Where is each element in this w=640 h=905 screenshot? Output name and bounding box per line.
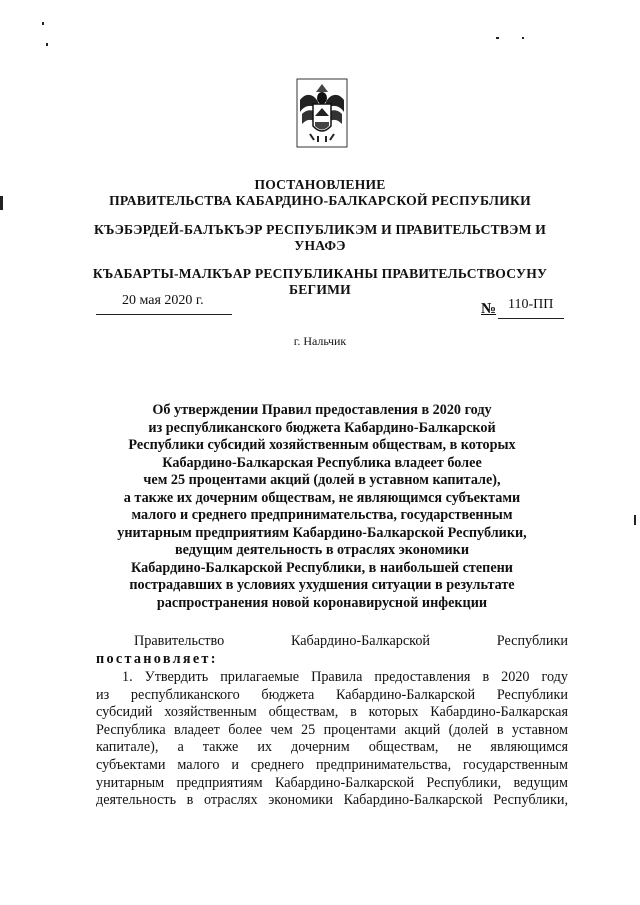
- paragraph-line: субсидий хозяйственным обществам, в которых Кабардино-Балкарская: [96, 704, 568, 721]
- title-line: малого и среднего предпринимательства, государственным: [131, 507, 513, 523]
- title-line: чем 25 процентами акций (долей в уставном капитале),: [143, 472, 501, 488]
- document-date: 20 мая 2020 г.: [122, 293, 204, 308]
- scan-mark: [634, 515, 636, 525]
- scan-mark: [496, 37, 499, 39]
- document-type-heading: ПОСТАНОВЛЕНИЕ: [254, 177, 386, 192]
- title-line: из республиканского бюджета Кабардино-Балкарской: [148, 419, 496, 436]
- title-line: Об утверждении Правил предоставления в 2020 году: [152, 402, 492, 418]
- paragraph-1: [96, 669, 568, 810]
- issuer-balkar-line1: КЪАБАРТЫ-МАЛКЪАР РЕСПУБЛИКАНЫ ПРАВИТЕЛЬСТВОСУНУ: [92, 266, 548, 281]
- preamble-word: Республики: [496, 633, 568, 649]
- title-line: ведущим деятельность в отраслях экономики: [174, 542, 470, 558]
- scan-mark: [522, 37, 524, 39]
- preamble-line: [96, 633, 568, 651]
- preamble: [96, 633, 568, 668]
- issuer-kabardian-line1: КЪЭБЭРДЕЙ-БАЛЪКЪЭР РЕСПУБЛИКЭМ И ПРАВИТЕЛЬСТВЭМ И: [93, 222, 547, 237]
- issuer-balkar-line2: БЕГИМИ: [289, 282, 351, 297]
- scan-mark: [46, 43, 48, 46]
- paragraph-line: деятельность в отраслях экономики Кабардино-Балкарской Республики,: [96, 792, 568, 809]
- document-title: [96, 402, 548, 612]
- paragraph-line: унитарным предприятиям Кабардино-Балкарской Республики, ведущим: [96, 774, 568, 791]
- document-number: 110-ПП: [508, 297, 554, 312]
- preamble-word: Правительство: [134, 633, 225, 649]
- title-line: распространения новой коронавирусной инфекции: [156, 594, 488, 611]
- number-underline: [498, 318, 564, 319]
- paragraph-line: 1. Утвердить прилагаемые Правила предоставления в 2020 году: [122, 669, 568, 685]
- title-line: а также их дочерним обществам, не являющимся субъектами: [123, 489, 521, 506]
- title-line: Республики субсидий хозяйственным обществам, в которых: [128, 437, 516, 453]
- city-name: г. Нальчик: [293, 334, 347, 348]
- title-line: Кабардино-Балкарской Республики, в наибольшей степени: [131, 559, 513, 576]
- issuer-russian: ПРАВИТЕЛЬСТВА КАБАРДИНО-БАЛКАРСКОЙ РЕСПУБЛИКИ: [109, 193, 531, 208]
- title-line: унитарным предприятиям Кабардино-Балкарской Республики,: [117, 524, 527, 541]
- paragraph-line: субъектами малого и среднего предпринимательства, государственным: [96, 756, 568, 773]
- decree-word: постановляет:: [96, 650, 218, 667]
- paragraph-line: из республиканского бюджета Кабардино-Балкарской Республики: [96, 686, 568, 703]
- preamble-word: Кабардино-Балкарской: [290, 633, 431, 649]
- title-line: пострадавших в условиях ухудшения ситуации в результате: [129, 577, 515, 593]
- issuer-kabardian-line2: УНАФЭ: [294, 238, 346, 253]
- coat-of-arms-emblem: [296, 78, 348, 148]
- paragraph-line: капитале), а также их дочерним обществам, не являющимся: [96, 739, 568, 756]
- title-line: Кабардино-Балкарская Республика владеет более: [162, 454, 482, 471]
- scan-mark: [42, 22, 44, 25]
- paragraph-line: Республика владеет более чем 25 процентами акций (долей в уставном: [96, 721, 568, 738]
- date-underline: [96, 314, 232, 315]
- number-sign: №: [481, 301, 497, 317]
